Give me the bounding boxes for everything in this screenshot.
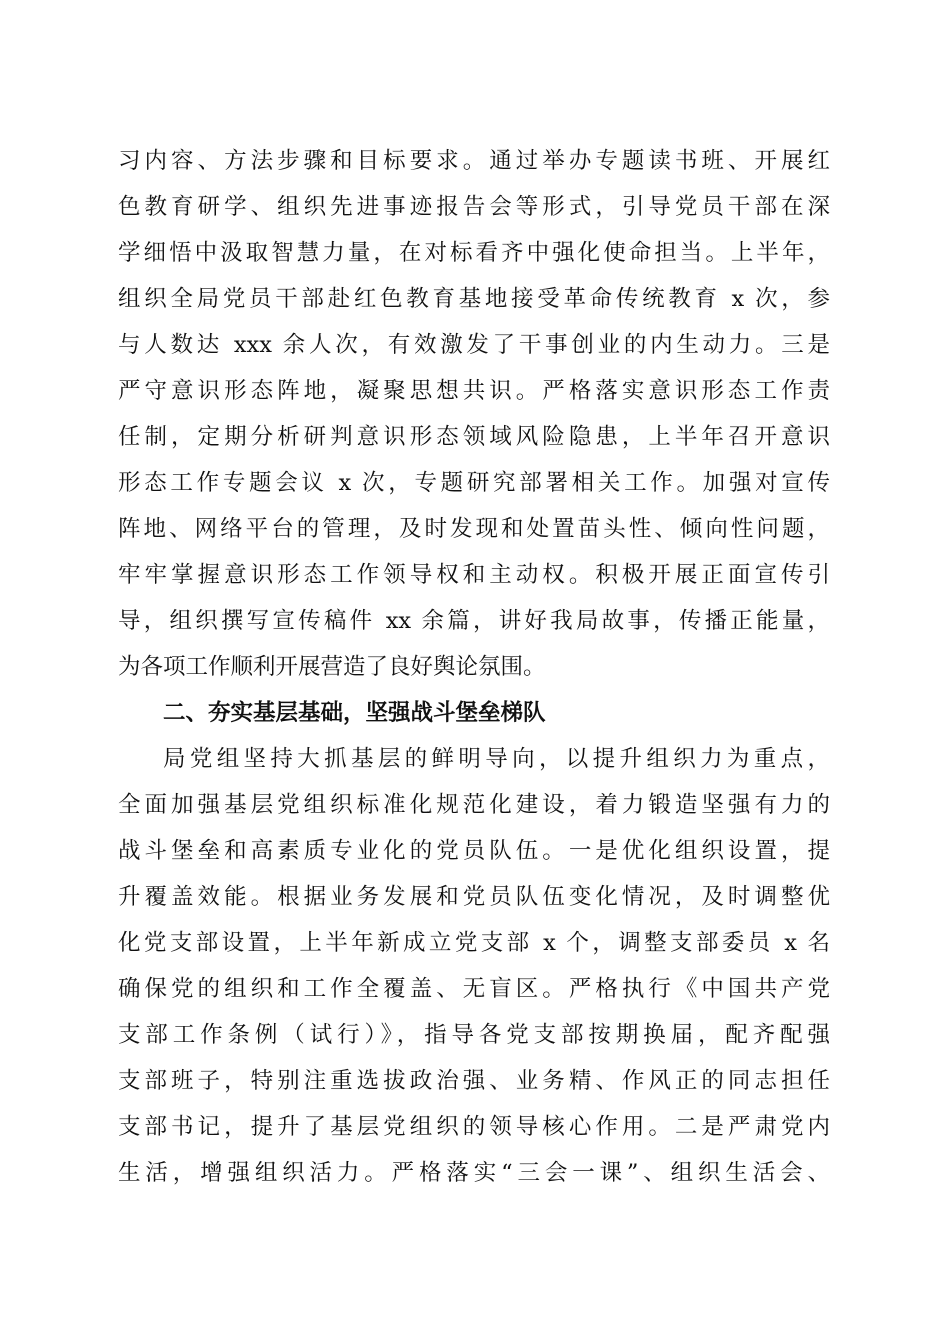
paragraph-line: 任制，定期分析研判意识形态领域风险隐患，上半年召开意识 bbox=[118, 424, 830, 450]
paragraph-line: 全面加强基层党组织标准化规范化建设，着力锻造坚强有力的 bbox=[118, 792, 830, 818]
paragraph-line: 支部书记，提升了基层党组织的领导核心作用。二是严肃党内 bbox=[118, 1114, 830, 1140]
paragraph-line: 导，组织撰写宣传稿件 xx 余篇，讲好我局故事，传播正能量， bbox=[118, 608, 830, 634]
paragraph-line: 阵地、网络平台的管理，及时发现和处置苗头性、倾向性问题， bbox=[118, 516, 830, 542]
paragraph-line: 牢牢掌握意识形态工作领导权和主动权。积极开展正面宣传引 bbox=[118, 562, 830, 588]
paragraph-line: 与人数达 xxx 余人次，有效激发了干事创业的内生动力。三是 bbox=[118, 332, 830, 358]
paragraph-line: 化党支部设置，上半年新成立党支部 x 个，调整支部委员 x 名 bbox=[118, 930, 830, 956]
paragraph-line: 为各项工作顺利开展营造了良好舆论氛围。 bbox=[118, 654, 546, 680]
paragraph-line: 局党组坚持大抓基层的鲜明导向，以提升组织力为重点， bbox=[163, 746, 830, 772]
paragraph-line: 色教育研学、组织先进事迹报告会等形式，引导党员干部在深 bbox=[118, 194, 830, 220]
paragraph-line: 生活，增强组织活力。严格落实“三会一课”、组织生活会、 bbox=[118, 1160, 830, 1186]
section-heading: 二、夯实基层基础，坚强战斗堡垒梯队 bbox=[163, 700, 546, 726]
paragraph-line: 习内容、方法步骤和目标要求。通过举办专题读书班、开展红 bbox=[118, 148, 830, 174]
paragraph-line: 升覆盖效能。根据业务发展和党员队伍变化情况，及时调整优 bbox=[118, 884, 830, 910]
paragraph-line: 学细悟中汲取智慧力量，在对标看齐中强化使命担当。上半年， bbox=[118, 240, 830, 266]
paragraph-line: 战斗堡垒和高素质专业化的党员队伍。一是优化组织设置，提 bbox=[118, 838, 830, 864]
paragraph-line: 确保党的组织和工作全覆盖、无盲区。严格执行《中国共产党 bbox=[118, 976, 830, 1002]
paragraph-line: 组织全局党员干部赴红色教育基地接受革命传统教育 x 次，参 bbox=[118, 286, 830, 312]
paragraph-line: 形态工作专题会议 x 次，专题研究部署相关工作。加强对宣传 bbox=[118, 470, 830, 496]
paragraph-line: 严守意识形态阵地，凝聚思想共识。严格落实意识形态工作责 bbox=[118, 378, 830, 404]
paragraph-line: 支部班子，特别注重选拔政治强、业务精、作风正的同志担任 bbox=[118, 1068, 830, 1094]
paragraph-line: 支部工作条例（试行）》，指导各党支部按期换届，配齐配强 bbox=[118, 1022, 830, 1048]
